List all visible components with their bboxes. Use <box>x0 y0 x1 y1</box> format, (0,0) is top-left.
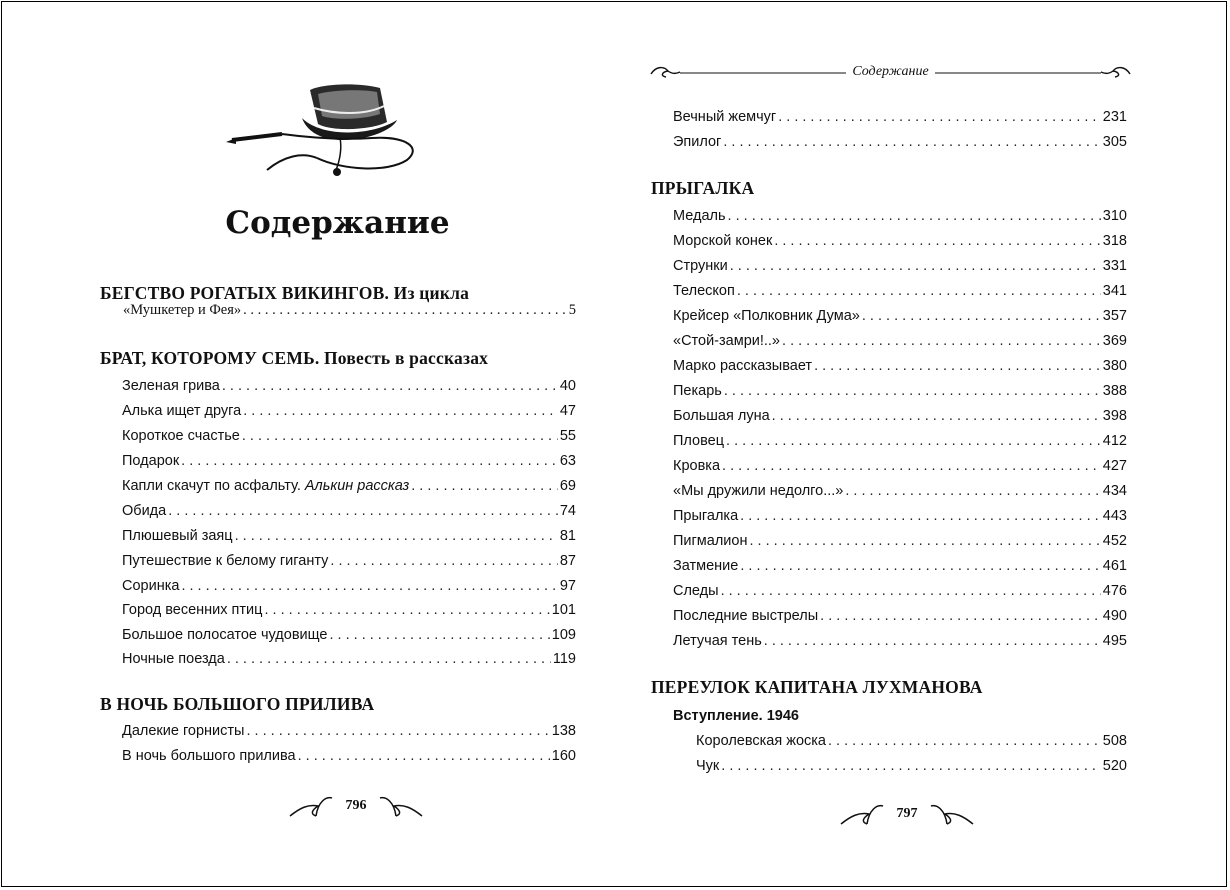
toc-entry[interactable] <box>122 403 576 423</box>
hat-illustration <box>222 78 427 183</box>
entry-page: 101 <box>551 602 576 618</box>
entry-page: 427 <box>1102 458 1127 474</box>
entry-page: 388 <box>1102 383 1127 399</box>
leader-dots <box>862 308 1101 324</box>
entry-title: «Стой-замри!..» <box>673 333 781 349</box>
entry-title: Крейсер «Полковник Дума» <box>673 308 860 324</box>
leader-dots <box>329 627 549 643</box>
entry-title: Телескоп <box>673 283 735 299</box>
entry-title: Королевская жоска <box>696 733 826 749</box>
entry-page: 495 <box>1102 633 1127 649</box>
entry-title: Путешествие к белому гиганту <box>122 553 329 569</box>
running-head <box>648 62 1133 82</box>
entry-page: 40 <box>559 378 576 394</box>
entry-page: 97 <box>559 578 576 594</box>
leader-dots <box>740 508 1101 524</box>
entry-title: Далекие горнисты <box>122 723 245 739</box>
entry-title: Прыгалка <box>673 508 739 524</box>
entry-page: 331 <box>1102 258 1127 274</box>
page-number-folio <box>286 792 426 822</box>
leader-dots <box>227 651 551 667</box>
entry-title: Короткое счастье <box>122 428 240 444</box>
entry-page: 452 <box>1102 533 1127 549</box>
toc-entry[interactable] <box>696 733 1127 753</box>
section-heading <box>100 348 488 369</box>
page-number-folio <box>837 800 977 830</box>
toc-entry[interactable] <box>673 533 1127 553</box>
leader-dots <box>411 478 558 494</box>
toc-entry[interactable] <box>673 233 1127 253</box>
toc-entry[interactable] <box>673 558 1127 578</box>
leader-dots <box>722 458 1101 474</box>
leader-dots <box>181 453 558 469</box>
entry-title: Город весенних птиц <box>122 602 263 618</box>
toc-entry[interactable] <box>673 134 1127 154</box>
entry-page: 74 <box>559 503 576 519</box>
leader-dots <box>814 358 1101 374</box>
leader-dots <box>728 208 1101 224</box>
section-heading <box>651 178 754 199</box>
leader-dots <box>298 748 550 764</box>
section-title: БЕГСТВО РОГАТЫХ ВИКИНГОВ. <box>100 283 390 303</box>
entry-title: Зеленая грива <box>122 378 220 394</box>
entry-title: Струнки <box>673 258 728 274</box>
toc-entry[interactable] <box>673 458 1127 478</box>
entry-page: 520 <box>1102 758 1127 774</box>
entry-page: 109 <box>551 627 576 643</box>
entry-title: «Мы дружили недолго...» <box>673 483 844 499</box>
toc-entry[interactable] <box>673 508 1127 528</box>
leader-dots <box>168 503 558 519</box>
toc-entry[interactable] <box>673 608 1127 628</box>
entry-title: Плюшевый заяц <box>122 528 233 544</box>
entry-page: 476 <box>1102 583 1127 599</box>
section-subtitle: Из цикла <box>393 283 470 303</box>
leader-dots <box>820 608 1101 624</box>
page-number: 796 <box>345 798 367 813</box>
toc-entry[interactable] <box>122 651 576 671</box>
running-head-title: Содержание <box>846 64 934 79</box>
entry-title: Большое полосатое чудовище <box>122 627 328 643</box>
entry-page: 508 <box>1102 733 1127 749</box>
entry-title: Соринка <box>122 578 180 594</box>
entry-title: «Мушкетер и Фея» <box>123 302 242 318</box>
leader-dots <box>264 602 549 618</box>
section-heading <box>100 283 469 304</box>
leader-dots <box>749 533 1100 549</box>
entry-page: 55 <box>559 428 576 444</box>
toc-entry[interactable] <box>673 308 1127 328</box>
toc-entry[interactable] <box>122 748 576 768</box>
entry-title: Вечный жемчуг <box>673 109 777 125</box>
section-heading <box>651 677 983 698</box>
leader-dots <box>723 134 1100 150</box>
entry-page: 369 <box>1102 333 1127 349</box>
section-title: В НОЧЬ БОЛЬШОГО ПРИЛИВА <box>100 694 375 714</box>
toc-entry[interactable] <box>673 208 1127 228</box>
entry-page: 63 <box>559 453 576 469</box>
leader-dots <box>721 583 1101 599</box>
leader-dots <box>246 723 549 739</box>
entry-page: 81 <box>559 528 576 544</box>
entry-page: 341 <box>1102 283 1127 299</box>
toc-entry[interactable] <box>122 428 576 448</box>
leader-dots <box>764 633 1101 649</box>
entry-title: Пигмалион <box>673 533 748 549</box>
toc-entry[interactable] <box>673 383 1127 403</box>
toc-entry[interactable] <box>122 602 576 622</box>
entry-title: Следы <box>673 583 719 599</box>
toc-entry[interactable] <box>673 433 1127 453</box>
entry-page: 310 <box>1102 208 1127 224</box>
entry-title: Пловец <box>673 433 725 449</box>
toc-entry[interactable] <box>122 378 576 398</box>
toc-entry[interactable] <box>696 758 1127 778</box>
leader-dots <box>181 578 557 594</box>
entry-page: 490 <box>1102 608 1127 624</box>
toc-entry[interactable] <box>673 283 1127 303</box>
toc-entry[interactable] <box>673 358 1127 378</box>
toc-entry[interactable] <box>123 302 576 322</box>
entry-page: 87 <box>559 553 576 569</box>
entry-title: Морской конек <box>673 233 773 249</box>
leader-dots <box>330 553 557 569</box>
entry-title: Марко рассказывает <box>673 358 813 374</box>
entry-page: 5 <box>568 302 576 318</box>
toc-entry[interactable] <box>122 627 576 647</box>
entry-page: 443 <box>1102 508 1127 524</box>
section-heading <box>100 694 374 715</box>
toc-entry[interactable] <box>122 528 576 548</box>
leader-dots <box>778 109 1101 125</box>
toc-entry[interactable] <box>122 553 576 573</box>
toc-entry[interactable] <box>122 723 576 743</box>
entry-page: 357 <box>1102 308 1127 324</box>
leader-dots <box>730 258 1101 274</box>
leader-dots <box>737 283 1101 299</box>
leader-dots <box>242 428 558 444</box>
toc-entry[interactable] <box>673 109 1127 129</box>
leader-dots <box>845 483 1100 499</box>
entry-title: Ночные поезда <box>122 651 225 667</box>
toc-entry[interactable] <box>673 408 1127 428</box>
section-title: ПЕРЕУЛОК КАПИТАНА ЛУХМАНОВА <box>651 677 983 697</box>
toc-entry[interactable] <box>122 453 576 473</box>
page-number: 797 <box>896 806 918 821</box>
entry-page: 160 <box>551 748 576 764</box>
toc-entry[interactable] <box>673 583 1127 603</box>
entry-title: Большая луна <box>673 408 770 424</box>
entry-page: 47 <box>559 403 576 419</box>
toc-entry[interactable] <box>122 578 576 598</box>
leader-dots <box>243 302 567 319</box>
entry-page: 398 <box>1102 408 1127 424</box>
entry-page: 69 <box>559 478 576 494</box>
entry-page: 461 <box>1102 558 1127 574</box>
toc-entry[interactable] <box>673 633 1127 653</box>
leader-dots <box>222 378 558 394</box>
leader-dots <box>724 383 1101 399</box>
entry-title: Чук <box>696 758 720 774</box>
section-title: ПРЫГАЛКА <box>651 178 755 198</box>
entry-title: Последние выстрелы <box>673 608 819 624</box>
toc-entry[interactable] <box>673 258 1127 278</box>
section-subtitle: Повесть в рассказах <box>324 348 489 368</box>
leader-dots <box>243 403 558 419</box>
entry-page: 138 <box>551 723 576 739</box>
entry-title: Затмение <box>673 558 739 574</box>
leader-dots <box>782 333 1101 349</box>
leader-dots <box>772 408 1101 424</box>
entry-title: Летучая тень <box>673 633 762 649</box>
subsection-heading: Вступление. 1946 <box>673 708 799 724</box>
entry-page: 305 <box>1102 134 1127 150</box>
entry-page: 231 <box>1102 109 1127 125</box>
entry-title-italic: Алькин рассказ <box>304 478 410 494</box>
leader-dots <box>235 528 558 544</box>
leader-dots <box>721 758 1101 774</box>
toc-entry[interactable] <box>673 333 1127 353</box>
toc-entry[interactable] <box>122 478 576 498</box>
section-title: БРАТ, КОТОРОМУ СЕМЬ. <box>100 348 320 368</box>
entry-title: В ночь большого прилива <box>122 748 296 764</box>
entry-title: Медаль <box>673 208 726 224</box>
entry-title: Пекарь <box>673 383 722 399</box>
entry-title: Алька ищет друга <box>122 403 242 419</box>
leader-dots <box>740 558 1100 574</box>
leader-dots <box>828 733 1101 749</box>
entry-title: Кровка <box>673 458 721 474</box>
entry-page: 119 <box>552 651 576 667</box>
toc-entry[interactable] <box>122 503 576 523</box>
entry-title: Подарок <box>122 453 180 469</box>
leader-dots <box>774 233 1100 249</box>
leader-dots <box>726 433 1101 449</box>
toc-entry[interactable] <box>673 483 1127 503</box>
entry-page: 412 <box>1102 433 1127 449</box>
page-title: Содержание <box>225 205 450 241</box>
entry-title: Обида <box>122 503 167 519</box>
entry-title: Эпилог <box>673 134 722 150</box>
entry-title: Капли скачут по асфальту. Алькин рассказ <box>122 478 410 494</box>
entry-page: 380 <box>1102 358 1127 374</box>
entry-page: 434 <box>1102 483 1127 499</box>
entry-page: 318 <box>1102 233 1127 249</box>
